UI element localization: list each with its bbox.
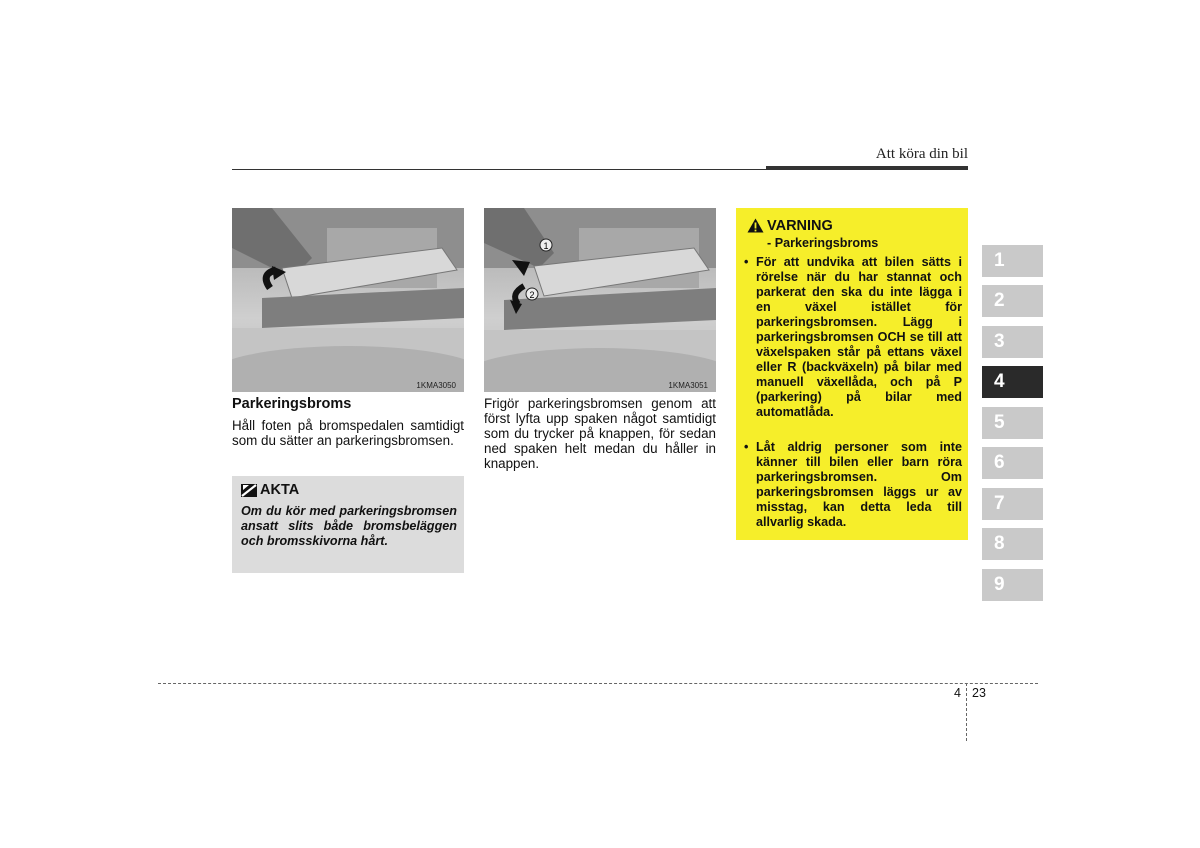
section-heading: Parkeringsbroms bbox=[232, 396, 352, 412]
caution-slash-icon bbox=[241, 484, 257, 497]
chapter-tab-9[interactable]: 9 bbox=[982, 569, 1043, 601]
footer-dashed-divider bbox=[966, 683, 967, 741]
photo-parking-brake-release bbox=[484, 208, 716, 392]
warning-subtitle: - Parkeringsbroms bbox=[767, 236, 879, 250]
chapter-tab-5[interactable]: 5 bbox=[982, 407, 1043, 439]
warning-item-text: För att undvika att bilen sätts i rörelse när du har stannat och parkerat den ska du inte lägga i en växel istället för parkeringsbromsen. Lägg i parkeringsbromsen OCH se till att växelspaken står på ettans växel eller R (backväxeln) på bilar med manuell växellåda, och på P (parkering) på bilar med automatlåda. bbox=[756, 255, 962, 419]
warning-bullet-item bbox=[744, 255, 962, 420]
photo-code: 1KMA3050 bbox=[416, 381, 456, 390]
header-bar bbox=[766, 166, 968, 170]
caution-title: AKTA bbox=[260, 482, 300, 498]
parking-brake-lever-illustration bbox=[232, 208, 464, 392]
bullet: • bbox=[744, 440, 749, 454]
column1-body-text: Håll foten på bromspedalen samtidigt som du sätter an parkeringsbromsen. bbox=[232, 418, 464, 448]
warning-bullet-item bbox=[744, 440, 962, 530]
running-header-title: Att köra din bil bbox=[875, 146, 968, 162]
warning-box bbox=[736, 208, 968, 540]
chapter-tab-8[interactable]: 8 bbox=[982, 528, 1043, 560]
chapter-tab-2[interactable]: 2 bbox=[982, 285, 1043, 317]
warning-item-text: Låt aldrig personer som inte känner till bilen eller barn röra parkeringsbromsen. Om parkeringsbromsen läggs ur av misstag, kan detta leda till allvarlig skada. bbox=[756, 440, 962, 529]
caution-box bbox=[232, 476, 464, 573]
photo-code: 1KMA3051 bbox=[668, 381, 708, 390]
callout-1: 1 bbox=[543, 241, 549, 251]
header-rule bbox=[232, 169, 766, 170]
callout-2: 2 bbox=[529, 290, 535, 300]
parking-brake-release-illustration bbox=[484, 208, 716, 392]
caution-text: Om du kör med parkeringsbromsen ansatt slits både bromsbeläggen och bromsskivorna hårt. bbox=[241, 504, 457, 548]
column2-body-text: Frigör parkeringsbromsen genom att först lyfta upp spaken något samtidigt som du trycker på knappen, för sedan ned spaken helt medan du håller in knappen. bbox=[484, 396, 716, 471]
warning-triangle-icon bbox=[747, 218, 764, 233]
photo-parking-brake-apply bbox=[232, 208, 464, 392]
page-chapter-number: 4 bbox=[954, 686, 961, 700]
chapter-tab-6[interactable]: 6 bbox=[982, 447, 1043, 479]
bullet: • bbox=[744, 255, 749, 269]
footer-dashed-rule bbox=[158, 683, 1038, 684]
chapter-tab-4[interactable]: 4 bbox=[982, 366, 1043, 398]
chapter-tab-3[interactable]: 3 bbox=[982, 326, 1043, 358]
page-number: 23 bbox=[972, 686, 986, 700]
chapter-tab-1[interactable]: 1 bbox=[982, 245, 1043, 277]
warning-title: VARNING bbox=[767, 218, 833, 234]
chapter-tab-7[interactable]: 7 bbox=[982, 488, 1043, 520]
